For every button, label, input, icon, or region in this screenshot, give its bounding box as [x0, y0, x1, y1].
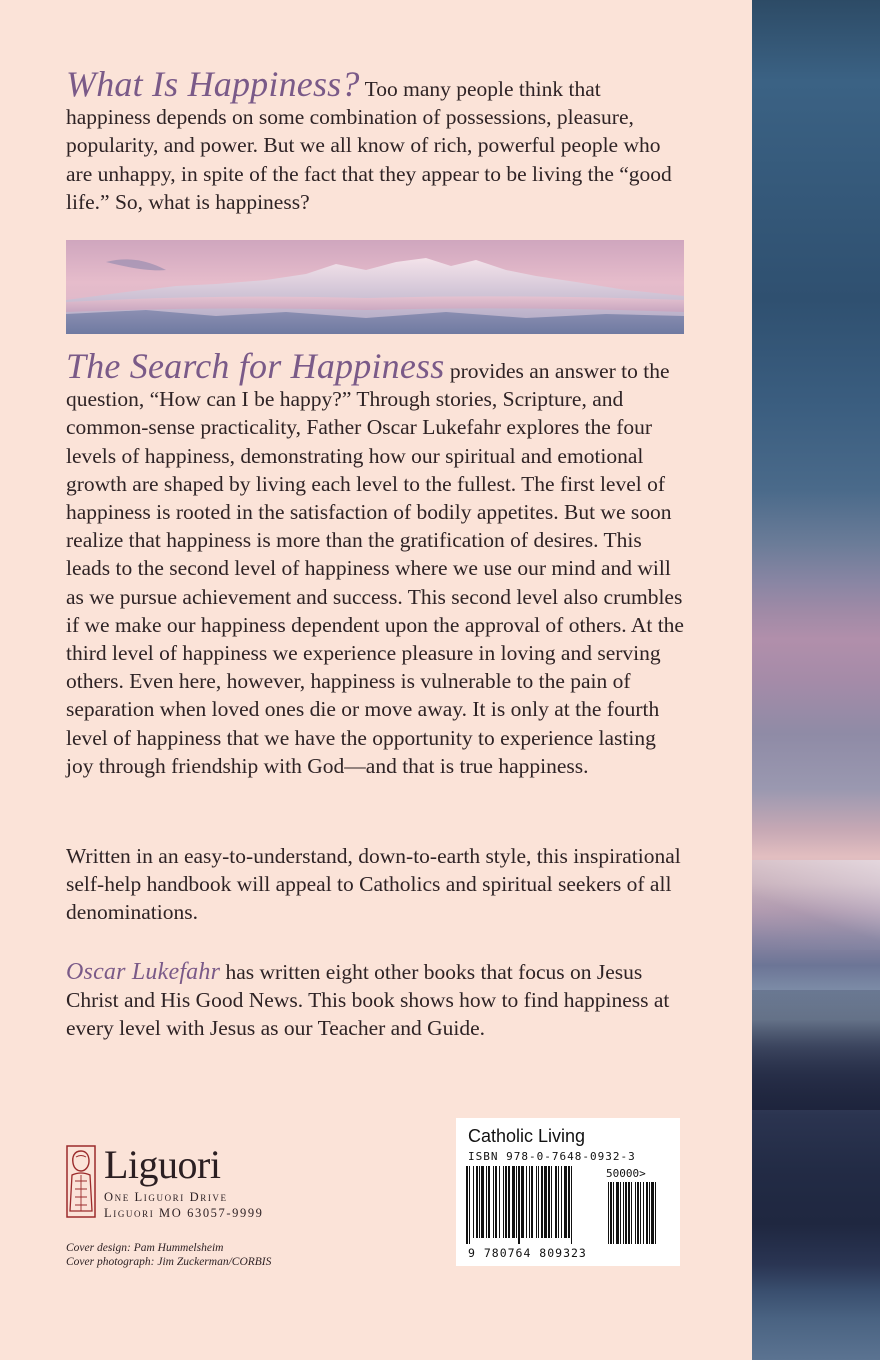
isbn-text: ISBN 978-0-7648-0932-3 — [468, 1150, 636, 1163]
barcode-digits: 9 780764 809323 — [468, 1246, 587, 1260]
style-paragraph — [66, 842, 686, 927]
main-text: provides an answer to the question, “How can I be happy?” Through stories, Scripture, and common-sense practicality, Father Oscar Lukefahr explores the four levels of happiness, demonstrating how our spiritual and emotional growth are shaped by living each level to the fullest. The first level of happiness is rooted in the satisfaction of bodily appetites. But we soon realize that happiness is more than the gratification of desires. This leads to the second level of happiness where we use our mind and will as we pursue achievement and success. This second level also crumbles if we make our happiness dependent upon the approval of others. At the third level of happiness we experience pleasure in loving and serving others. Even here, however, happiness is vulnerable to the pain of separation when loved ones die or move away. It is only at the fourth level of happiness that we have the opportunity to experience lasting joy through friendship with God—and that is true happiness. — [66, 359, 684, 778]
book-title: The Search for Happiness — [66, 346, 445, 386]
barcode-bars — [466, 1162, 672, 1246]
cover-credits — [66, 1241, 271, 1269]
liguori-emblem-icon — [66, 1145, 96, 1218]
intro-paragraph — [66, 64, 686, 216]
publisher-address-line2: Liguori MO 63057-9999 — [104, 1206, 264, 1220]
publisher-name: Liguori — [104, 1142, 221, 1187]
author-name: Oscar Lukefahr — [66, 959, 221, 985]
intro-text: Too many people think that happiness depends on some combination of possessions, pleasure, popularity, and power. But we all know of rich, powerful people who are unhappy, in spite of the fact that they appear to be living the “good life.” So, what is happiness? — [66, 77, 672, 214]
style-text: Written in an easy-to-understand, down-to-earth style, this inspirational self-help handbook will appeal to Catholics and spiritual seekers of all denominations. — [66, 844, 681, 925]
intro-heading: What Is Happiness? — [66, 64, 360, 104]
author-paragraph — [66, 958, 686, 1043]
publisher-address-line1: One Liguori Drive — [104, 1190, 228, 1204]
barcode-panel — [456, 1118, 680, 1266]
main-paragraph — [66, 346, 686, 780]
photo-credit: Cover photograph: Jim Zuckerman/CORBIS — [66, 1256, 272, 1268]
publisher-logo — [66, 1142, 326, 1225]
design-credit: Cover design: Pam Hummelsheim — [66, 1242, 224, 1254]
mountain-photo — [66, 240, 684, 334]
cover-photo-edge — [752, 0, 880, 1360]
price-addon-text: 50000> — [606, 1167, 646, 1180]
author-text: has written eight other books that focus on Jesus Christ and His Good News. This book shows how to find happiness at every level with Jesus as our Teacher and Guide. — [66, 960, 670, 1041]
barcode-category: Catholic Living — [468, 1126, 586, 1146]
